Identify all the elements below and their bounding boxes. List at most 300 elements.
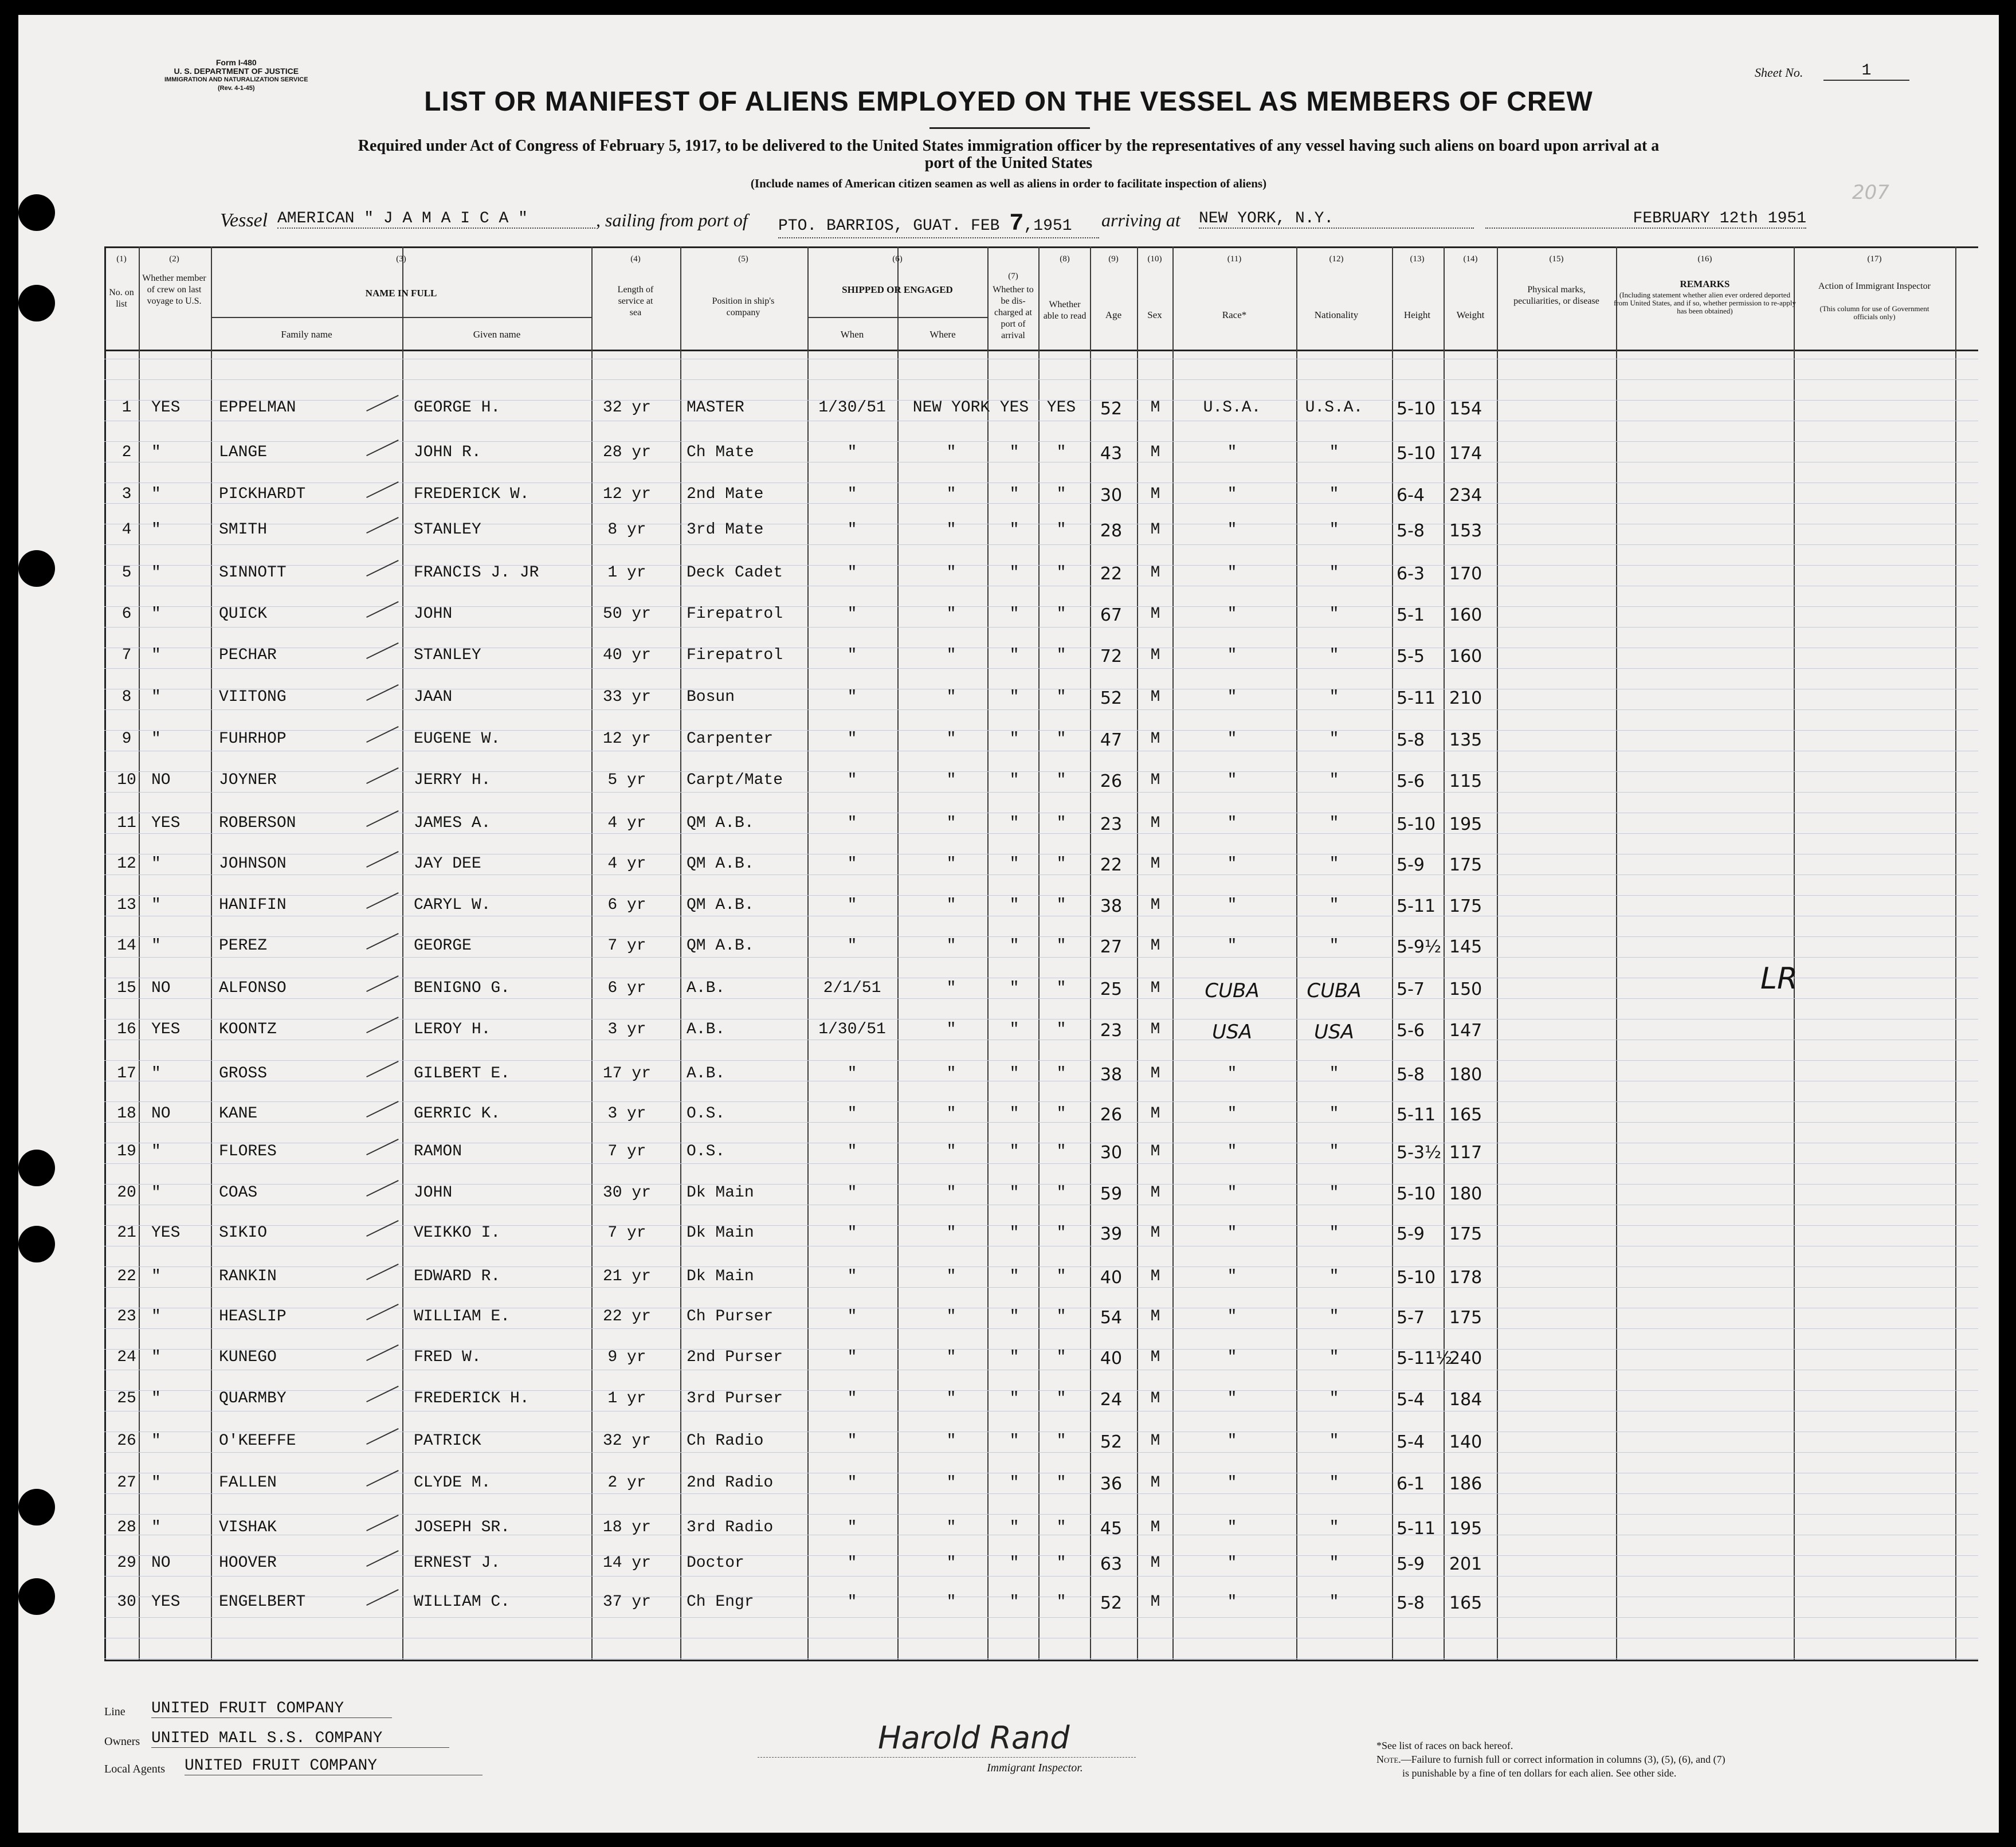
cell-prev: " [151, 1143, 161, 1160]
cell-when: " [847, 1224, 857, 1242]
cell-given: JAY DEE [414, 855, 481, 873]
col-header-shipped: SHIPPED OR ENGAGED [842, 284, 953, 295]
shipped-subheader-line [807, 317, 987, 318]
title-underline [929, 127, 1090, 129]
cell-position: O.S. [687, 1143, 725, 1160]
col-header-prev-voyage: Whether member of crew on last voyage to U.S. [142, 273, 206, 306]
check-mark [360, 1578, 398, 1606]
cell-discharged: " [1009, 1348, 1019, 1366]
cell-when: " [847, 814, 857, 832]
cell-family: FLORES [219, 1143, 277, 1160]
cell-weight: 145 [1449, 937, 1482, 957]
cell-read: " [1056, 1432, 1066, 1450]
cell-age: 67 [1100, 605, 1123, 625]
sheet-number: 1 [1823, 62, 1909, 81]
cell-position: 2nd Mate [687, 485, 764, 503]
col-num-13: (13) [1410, 254, 1425, 264]
cell-sex: M [1150, 1348, 1160, 1366]
cell-height: 5-9 [1397, 1224, 1425, 1244]
cell-age: 28 [1100, 521, 1123, 541]
cell-where: " [946, 730, 956, 748]
cell-no: 1 [121, 399, 132, 417]
cell-no: 8 [121, 688, 132, 706]
cell-read: " [1056, 1474, 1066, 1492]
cell-prev: YES [151, 1224, 181, 1242]
cell-no: 5 [121, 564, 132, 582]
cell-family: ENGELBERT [219, 1593, 306, 1611]
cell-family: VIITONG [219, 688, 287, 706]
cell-age: 23 [1100, 814, 1123, 834]
cell-position: QM A.B. [687, 814, 754, 832]
cell-race: " [1227, 855, 1237, 873]
col-num-3: (3) [396, 254, 406, 264]
cell-prev: YES [151, 1021, 181, 1038]
cell-family: HANIFIN [219, 896, 287, 914]
cell-read: " [1056, 1593, 1066, 1611]
check-mark [360, 1333, 398, 1361]
cell-when: " [847, 1474, 857, 1492]
cell-given: PATRICK [414, 1432, 481, 1450]
cell-race: " [1227, 937, 1237, 955]
cell-sex: M [1150, 814, 1160, 832]
cell-position: Carpenter [687, 730, 774, 748]
cell-given: JAMES A. [414, 814, 491, 832]
check-mark [360, 673, 398, 701]
cell-age: 63 [1100, 1554, 1123, 1574]
cell-no: 19 [117, 1143, 136, 1160]
cell-family: QUICK [219, 605, 268, 623]
table-row [18, 688, 1999, 711]
cell-family: JOHNSON [219, 855, 287, 873]
cell-race: " [1227, 1268, 1237, 1285]
cell-height: 5-10 [1397, 444, 1436, 464]
cell-sex: M [1150, 937, 1160, 955]
cell-family: ROBERSON [219, 814, 296, 832]
cell-when: " [847, 896, 857, 914]
cell-race: " [1227, 1143, 1237, 1160]
cell-when: " [847, 1268, 857, 1285]
cell-when: 1/30/51 [818, 399, 886, 417]
cell-when: " [847, 1308, 857, 1326]
cell-race: " [1227, 771, 1237, 789]
cell-nationality: " [1329, 1390, 1339, 1407]
cell-nationality: " [1329, 521, 1339, 539]
table-row [18, 1474, 1999, 1497]
table-row [18, 1143, 1999, 1166]
cell-nationality: " [1329, 646, 1339, 664]
vessel-label: Vessel [220, 210, 268, 231]
cell-service: 22 yr [602, 1308, 652, 1326]
cell-discharged: " [1009, 521, 1019, 539]
cell-service: 7 yr [607, 1143, 646, 1160]
cell-age: 30 [1100, 1143, 1123, 1163]
cell-age: 27 [1100, 937, 1123, 957]
cell-given: WILLIAM C. [414, 1593, 511, 1611]
cell-where: " [946, 688, 956, 706]
cell-prev: " [151, 521, 161, 539]
cell-service: 3 yr [607, 1021, 646, 1038]
cell-no: 14 [117, 937, 136, 955]
cell-discharged: " [1009, 937, 1019, 955]
cell-when: " [847, 1390, 857, 1407]
table-row [18, 1593, 1999, 1616]
cell-age: 36 [1100, 1474, 1123, 1494]
cell-where: " [946, 979, 956, 997]
cell-discharged: " [1009, 1432, 1019, 1450]
cell-nationality: " [1329, 1308, 1339, 1326]
col-header-weight: Weight [1456, 309, 1485, 320]
cell-race: " [1227, 1224, 1237, 1242]
cell-given: GEORGE [414, 937, 472, 955]
cell-service: 5 yr [607, 771, 646, 789]
col-header-race: Race* [1222, 309, 1247, 320]
cell-weight: 165 [1449, 1105, 1482, 1125]
cell-race: " [1227, 646, 1237, 664]
cell-family: HOOVER [219, 1554, 277, 1572]
table-row [18, 1065, 1999, 1088]
cell-where: " [946, 1308, 956, 1326]
form-service: IMMIGRATION AND NATURALIZATION SERVICE [164, 76, 308, 83]
cell-race: U.S.A. [1203, 399, 1261, 417]
cell-age: 24 [1100, 1390, 1123, 1410]
cell-age: 22 [1100, 855, 1123, 875]
cell-read: " [1056, 444, 1066, 461]
cell-given: EDWARD R. [414, 1268, 501, 1285]
cell-sex: M [1150, 605, 1160, 623]
table-row [18, 1184, 1999, 1207]
cell-discharged: " [1009, 485, 1019, 503]
cell-weight: 154 [1449, 399, 1482, 419]
table-row [18, 814, 1999, 837]
cell-height: 5-3½ [1397, 1143, 1442, 1163]
cell-given: STANLEY [414, 646, 481, 664]
cell-family: O'KEEFFE [219, 1432, 296, 1450]
cell-prev: " [151, 688, 161, 706]
col-header-action-note: (This column for use of Government officials only) [1819, 304, 1929, 321]
cell-read: " [1056, 771, 1066, 789]
cell-prev: " [151, 485, 161, 503]
table-row [18, 605, 1999, 628]
cell-age: 39 [1100, 1224, 1123, 1244]
cell-prev: " [151, 1268, 161, 1285]
col-header-name: NAME IN FULL [365, 288, 437, 299]
cell-position: Dk Main [687, 1184, 754, 1202]
cell-service: 12 yr [602, 730, 652, 748]
cell-when: " [847, 1105, 857, 1123]
cell-service: 6 yr [607, 979, 646, 997]
cell-weight: 180 [1449, 1065, 1482, 1085]
cell-where: " [946, 1432, 956, 1450]
cell-position: 2nd Purser [687, 1348, 783, 1366]
cell-age: 38 [1100, 1065, 1123, 1085]
cell-position: Ch Purser [687, 1308, 774, 1326]
cell-position: A.B. [687, 979, 725, 997]
cell-service: 32 yr [602, 399, 652, 417]
cell-given: JOHN [414, 605, 453, 623]
cell-sex: M [1150, 1065, 1160, 1083]
agents-value: UNITED FRUIT COMPANY [185, 1757, 483, 1775]
cell-nationality: " [1329, 771, 1339, 789]
table-row [18, 1390, 1999, 1413]
cell-nationality: " [1329, 1224, 1339, 1242]
cell-nationality: CUBA [1307, 979, 1362, 1002]
table-row [18, 399, 1999, 422]
subtitle-note: (Include names of American citizen seamen as well as aliens in order to facilitate inspection of aliens) [750, 177, 1267, 190]
check-mark [360, 1292, 398, 1320]
cell-weight: 117 [1449, 1143, 1482, 1163]
cell-nationality: " [1329, 730, 1339, 748]
cell-nationality: USA [1314, 1021, 1354, 1044]
table-row [18, 730, 1999, 753]
cell-where: " [946, 564, 956, 582]
cell-height: 5-4 [1397, 1390, 1425, 1410]
cell-race: " [1227, 1593, 1237, 1611]
cell-where: " [946, 896, 956, 914]
cell-no: 21 [117, 1224, 136, 1242]
sailing-label: , sailing from port of [596, 210, 748, 230]
cell-age: 25 [1100, 979, 1123, 999]
cell-read: " [1056, 814, 1066, 832]
cell-race: " [1227, 521, 1237, 539]
cell-race: " [1227, 1519, 1237, 1536]
cell-read: " [1056, 1554, 1066, 1572]
cell-when: " [847, 730, 857, 748]
cell-weight: 195 [1449, 1519, 1482, 1539]
cell-prev: " [151, 1065, 161, 1083]
owners-label: Owners [104, 1735, 140, 1748]
col-header-height: Height [1403, 309, 1431, 320]
check-mark [360, 383, 398, 411]
cell-where: " [946, 444, 956, 461]
cell-no: 18 [117, 1105, 136, 1123]
cell-nationality: " [1329, 1348, 1339, 1366]
cell-weight: 147 [1449, 1021, 1482, 1041]
cell-where: " [946, 1268, 956, 1285]
cell-where: " [946, 1390, 956, 1407]
cell-nationality: " [1329, 1105, 1339, 1123]
col-header-where: Where [929, 329, 956, 340]
cell-no: 20 [117, 1184, 136, 1202]
table-row [18, 771, 1999, 794]
cell-height: 5-10 [1397, 1268, 1436, 1288]
cell-discharged: " [1009, 1105, 1019, 1123]
cell-age: 52 [1100, 1593, 1123, 1613]
cell-race: " [1227, 814, 1237, 832]
cell-sex: M [1150, 564, 1160, 582]
check-mark [360, 799, 398, 827]
cell-service: 7 yr [607, 937, 646, 955]
cell-position: QM A.B. [687, 937, 754, 955]
cell-height: 5-8 [1397, 1065, 1425, 1085]
cell-read: " [1056, 896, 1066, 914]
subtitle [53, 138, 1964, 172]
cell-family: PICKHARDT [219, 485, 306, 503]
cell-read: " [1056, 1105, 1066, 1123]
cell-discharged: " [1009, 1184, 1019, 1202]
form-number: Form I-480 [215, 58, 257, 67]
cell-discharged: " [1009, 730, 1019, 748]
form-department: U. S. DEPARTMENT OF JUSTICE [174, 66, 299, 76]
cell-family: SINNOTT [219, 564, 287, 582]
cell-read: " [1056, 979, 1066, 997]
col-num-8: (8) [1060, 254, 1070, 264]
col-num-15: (15) [1549, 254, 1564, 264]
cell-no: 29 [117, 1554, 136, 1572]
col-header-action: Action of Immigrant Inspector [1818, 281, 1931, 291]
cell-height: 5-9 [1397, 855, 1425, 875]
check-mark [360, 470, 398, 498]
cell-family: PECHAR [219, 646, 277, 664]
cell-discharged: " [1009, 1593, 1019, 1611]
cell-height: 5-11 [1397, 1519, 1436, 1539]
cell-nationality: " [1329, 1184, 1339, 1202]
cell-when: " [847, 1593, 857, 1611]
cell-family: SIKIO [219, 1224, 268, 1242]
stamp-number: 207 [1852, 181, 1889, 204]
cell-when: " [847, 485, 857, 503]
cell-height: 5-7 [1397, 1308, 1425, 1328]
cell-given: LEROY H. [414, 1021, 491, 1038]
cell-discharged: " [1009, 979, 1019, 997]
cell-family: RANKIN [219, 1268, 277, 1285]
cell-where: " [946, 485, 956, 503]
cell-given: RAMON [414, 1143, 462, 1160]
cell-sex: M [1150, 1021, 1160, 1038]
cell-service: 12 yr [602, 485, 652, 503]
cell-given: JOHN R. [414, 444, 481, 461]
port-of-departure [778, 210, 1099, 238]
cell-sex: M [1150, 1432, 1160, 1450]
cell-nationality: " [1329, 1593, 1339, 1611]
cell-weight: 175 [1449, 1308, 1482, 1328]
col-num-16: (16) [1697, 254, 1712, 264]
cell-discharged: " [1009, 855, 1019, 873]
cell-nationality: " [1329, 814, 1339, 832]
cell-height: 5-11 [1397, 688, 1436, 708]
cell-service: 7 yr [607, 1224, 646, 1242]
cell-no: 30 [117, 1593, 136, 1611]
cell-weight: 160 [1449, 605, 1482, 625]
inspector-initials: LR [1760, 962, 1798, 996]
cell-discharged: " [1009, 1268, 1019, 1285]
col-num-11: (11) [1227, 254, 1242, 264]
cell-sex: M [1150, 896, 1160, 914]
cell-position: QM A.B. [687, 896, 754, 914]
header-bottom-border [104, 350, 1978, 351]
cell-prev: " [151, 444, 161, 461]
cell-discharged: " [1009, 444, 1019, 461]
table-row [18, 1105, 1999, 1128]
cell-when: " [847, 521, 857, 539]
inspector-label: Immigrant Inspector. [987, 1762, 1083, 1774]
cell-no: 17 [117, 1065, 136, 1083]
cell-given: EUGENE W. [414, 730, 501, 748]
table-row [18, 1268, 1999, 1291]
cell-weight: 160 [1449, 646, 1482, 666]
cell-prev: NO [151, 1105, 171, 1123]
cell-discharged: " [1009, 1143, 1019, 1160]
cell-discharged: " [1009, 646, 1019, 664]
cell-given: JAAN [414, 688, 453, 706]
cell-family: KUNEGO [219, 1348, 277, 1366]
cell-height: 5-11 [1397, 1105, 1436, 1125]
cell-family: ALFONSO [219, 979, 287, 997]
subtitle-line-1: Required under Act of Congress of February 5, 1917, to be delivered to the United States immigration officer by the representatives of any vessel having such aliens on board upon arrival at a [358, 137, 1660, 155]
table-row [18, 1432, 1999, 1455]
cell-nationality: " [1329, 688, 1339, 706]
cell-service: 6 yr [607, 896, 646, 914]
cell-service: 3 yr [607, 1105, 646, 1123]
cell-discharged: " [1009, 814, 1019, 832]
cell-height: 6-1 [1397, 1474, 1425, 1494]
cell-race: " [1227, 1065, 1237, 1083]
cell-no: 6 [121, 605, 132, 623]
cell-discharged: " [1009, 564, 1019, 582]
cell-nationality: " [1329, 485, 1339, 503]
cell-service: 2 yr [607, 1474, 646, 1492]
cell-sex: M [1150, 1268, 1160, 1285]
cell-race: " [1227, 444, 1237, 461]
cell-age: 45 [1100, 1519, 1123, 1539]
cell-read: " [1056, 688, 1066, 706]
cell-weight: 195 [1449, 814, 1482, 834]
cell-given: FREDERICK H. [414, 1390, 530, 1407]
cell-sex: M [1150, 1143, 1160, 1160]
cell-sex: M [1150, 1474, 1160, 1492]
note-label: Note. [1376, 1754, 1401, 1765]
cell-given: JOHN [414, 1184, 453, 1202]
arrival-date: FEBRUARY 12th 1951 [1485, 210, 1806, 229]
cell-weight: 135 [1449, 730, 1482, 750]
check-mark [360, 1005, 398, 1033]
cell-discharged: YES [999, 399, 1029, 417]
cell-discharged: " [1009, 771, 1019, 789]
cell-where: " [946, 771, 956, 789]
cell-given: STANLEY [414, 521, 481, 539]
table-row [18, 564, 1999, 587]
check-mark [360, 1209, 398, 1237]
cell-sex: M [1150, 730, 1160, 748]
cell-age: 59 [1100, 1184, 1123, 1204]
cell-position: A.B. [687, 1065, 725, 1083]
table-row [18, 1308, 1999, 1331]
cell-no: 10 [117, 771, 136, 789]
cell-where: " [946, 814, 956, 832]
cell-position: O.S. [687, 1105, 725, 1123]
cell-given: FRANCIS J. JR [414, 564, 539, 582]
cell-height: 5-8 [1397, 1593, 1425, 1613]
cell-race: " [1227, 485, 1237, 503]
table-row [18, 855, 1999, 878]
cell-family: LANGE [219, 444, 268, 461]
cell-when: " [847, 646, 857, 664]
cell-read: " [1056, 1519, 1066, 1536]
cell-read: " [1056, 485, 1066, 503]
cell-read: " [1056, 605, 1066, 623]
cell-where: " [946, 1474, 956, 1492]
cell-weight: 234 [1449, 485, 1482, 505]
check-mark [360, 881, 398, 909]
cell-read: " [1056, 1021, 1066, 1038]
cell-when: " [847, 1184, 857, 1202]
note-text-2: is punishable by a fine of ten dollars for each alien. See other side. [1402, 1767, 1677, 1779]
cell-given: GEORGE H. [414, 399, 501, 417]
cell-service: 18 yr [602, 1519, 652, 1536]
cell-service: 50 yr [602, 605, 652, 623]
cell-given: CLYDE M. [414, 1474, 491, 1492]
cell-family: GROSS [219, 1065, 268, 1083]
cell-read: YES [1046, 399, 1076, 417]
